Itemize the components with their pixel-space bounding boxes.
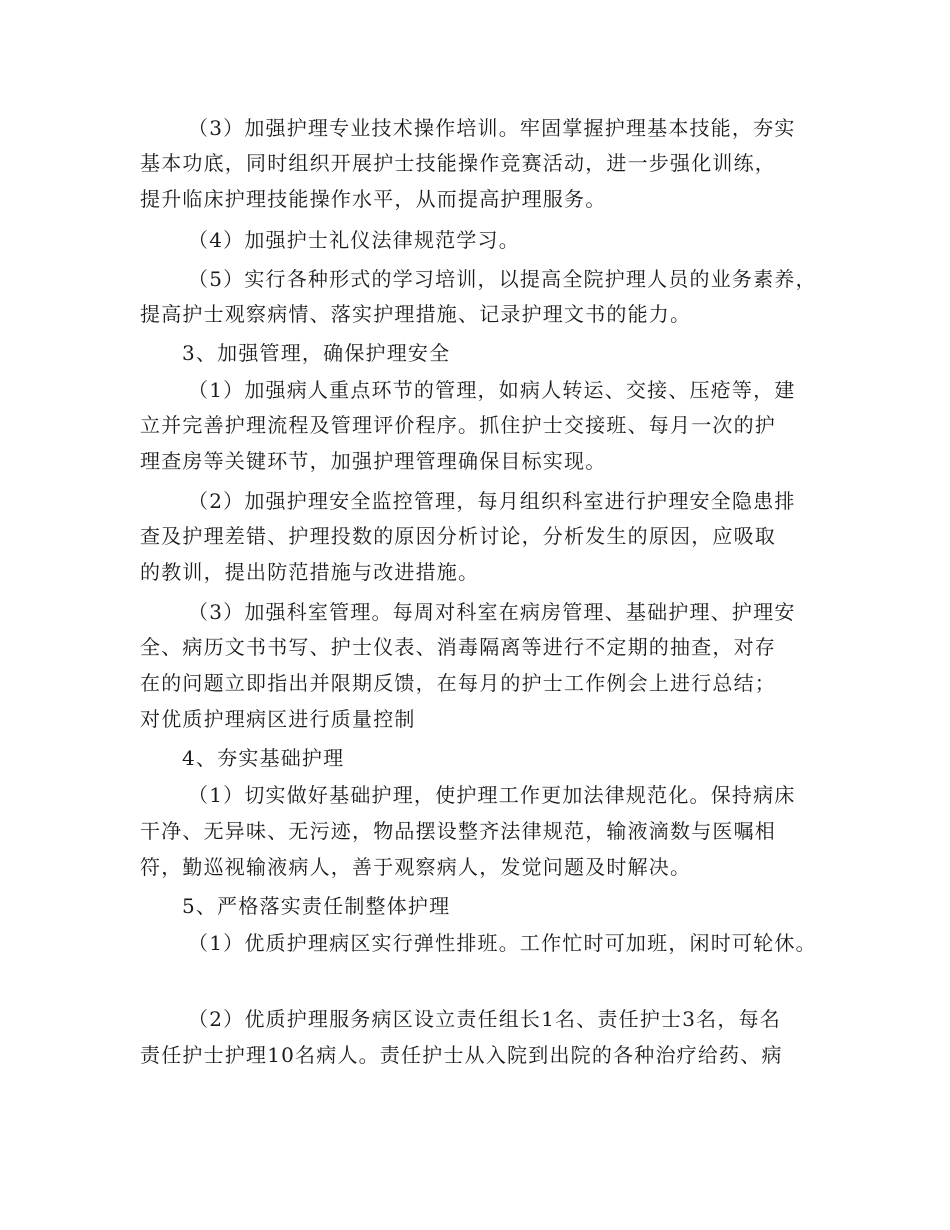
paragraph-line: 责任护士护理10名病人。责任护士从入院到出院的各种治疗给药、病 [140, 1043, 783, 1067]
paragraph-line: （2）加强护理安全监控管理，每月组织科室进行护理安全隐患排 [188, 489, 796, 513]
paragraph-line: 对优质护理病区进行质量控制 [140, 707, 416, 731]
paragraph-line: 基本功底，同时组织开展护士技能操作竞赛活动，进一步强化训练， [140, 151, 776, 175]
paragraph-line: （3）加强护理专业技术操作培训。牢固掌握护理基本技能，夯实 [188, 116, 796, 140]
paragraph-line: （1）优质护理病区实行弹性排班。工作忙时可加班，闲时可轮休。 [188, 931, 817, 955]
paragraph-line: （2）优质护理服务病区设立责任组长1名、责任护士3名，每名 [188, 1007, 781, 1031]
paragraph-line: （3）加强科室管理。每周对科室在病房管理、基础护理、护理安 [188, 600, 796, 624]
paragraph-line: （4）加强护士礼仪法律规范学习。 [188, 228, 520, 252]
paragraph-line: 立并完善护理流程及管理评价程序。抓住护士交接班、每月一次的护 [140, 413, 776, 437]
section-heading: 5、严格落实责任制整体护理 [182, 894, 451, 918]
paragraph-line: 理查房等关键环节，加强护理管理确保目标实现。 [140, 449, 607, 473]
paragraph-line: 全、病历文书书写、护士仪表、消毒隔离等进行不定期的抽查，对存 [140, 635, 776, 659]
paragraph-line: （5）实行各种形式的学习培训，以提高全院护理人员的业务素养， [188, 267, 817, 291]
paragraph-line: 符，勤巡视输液病人，善于观察病人，发觉问题及时解决。 [140, 855, 692, 879]
paragraph-line: 提升临床护理技能操作水平，从而提高护理服务。 [140, 187, 607, 211]
paragraph-line: 提高护士观察病情、落实护理措施、记录护理文书的能力。 [140, 302, 692, 326]
paragraph-line: 查及护理差错、护理投数的原因分析讨论，分析发生的原因，应吸取 [140, 524, 776, 548]
paragraph-line: 干净、无异味、无污迹，物品摆设整齐法律规范，输液滴数与医嘱相 [140, 819, 776, 843]
paragraph-line: （1）加强病人重点环节的管理，如病人转运、交接、压疮等，建 [188, 378, 796, 402]
paragraph-line: （1）切实做好基础护理，使护理工作更加法律规范化。保持病床 [188, 783, 796, 807]
section-heading: 3、加强管理，确保护理安全 [182, 341, 451, 365]
paragraph-line: 的教训，提出防范措施与改进措施。 [140, 560, 480, 584]
section-heading: 4、夯实基础护理 [182, 746, 345, 770]
paragraph-line: 在的问题立即指出并限期反馈，在每月的护士工作例会上进行总结； [140, 671, 776, 695]
